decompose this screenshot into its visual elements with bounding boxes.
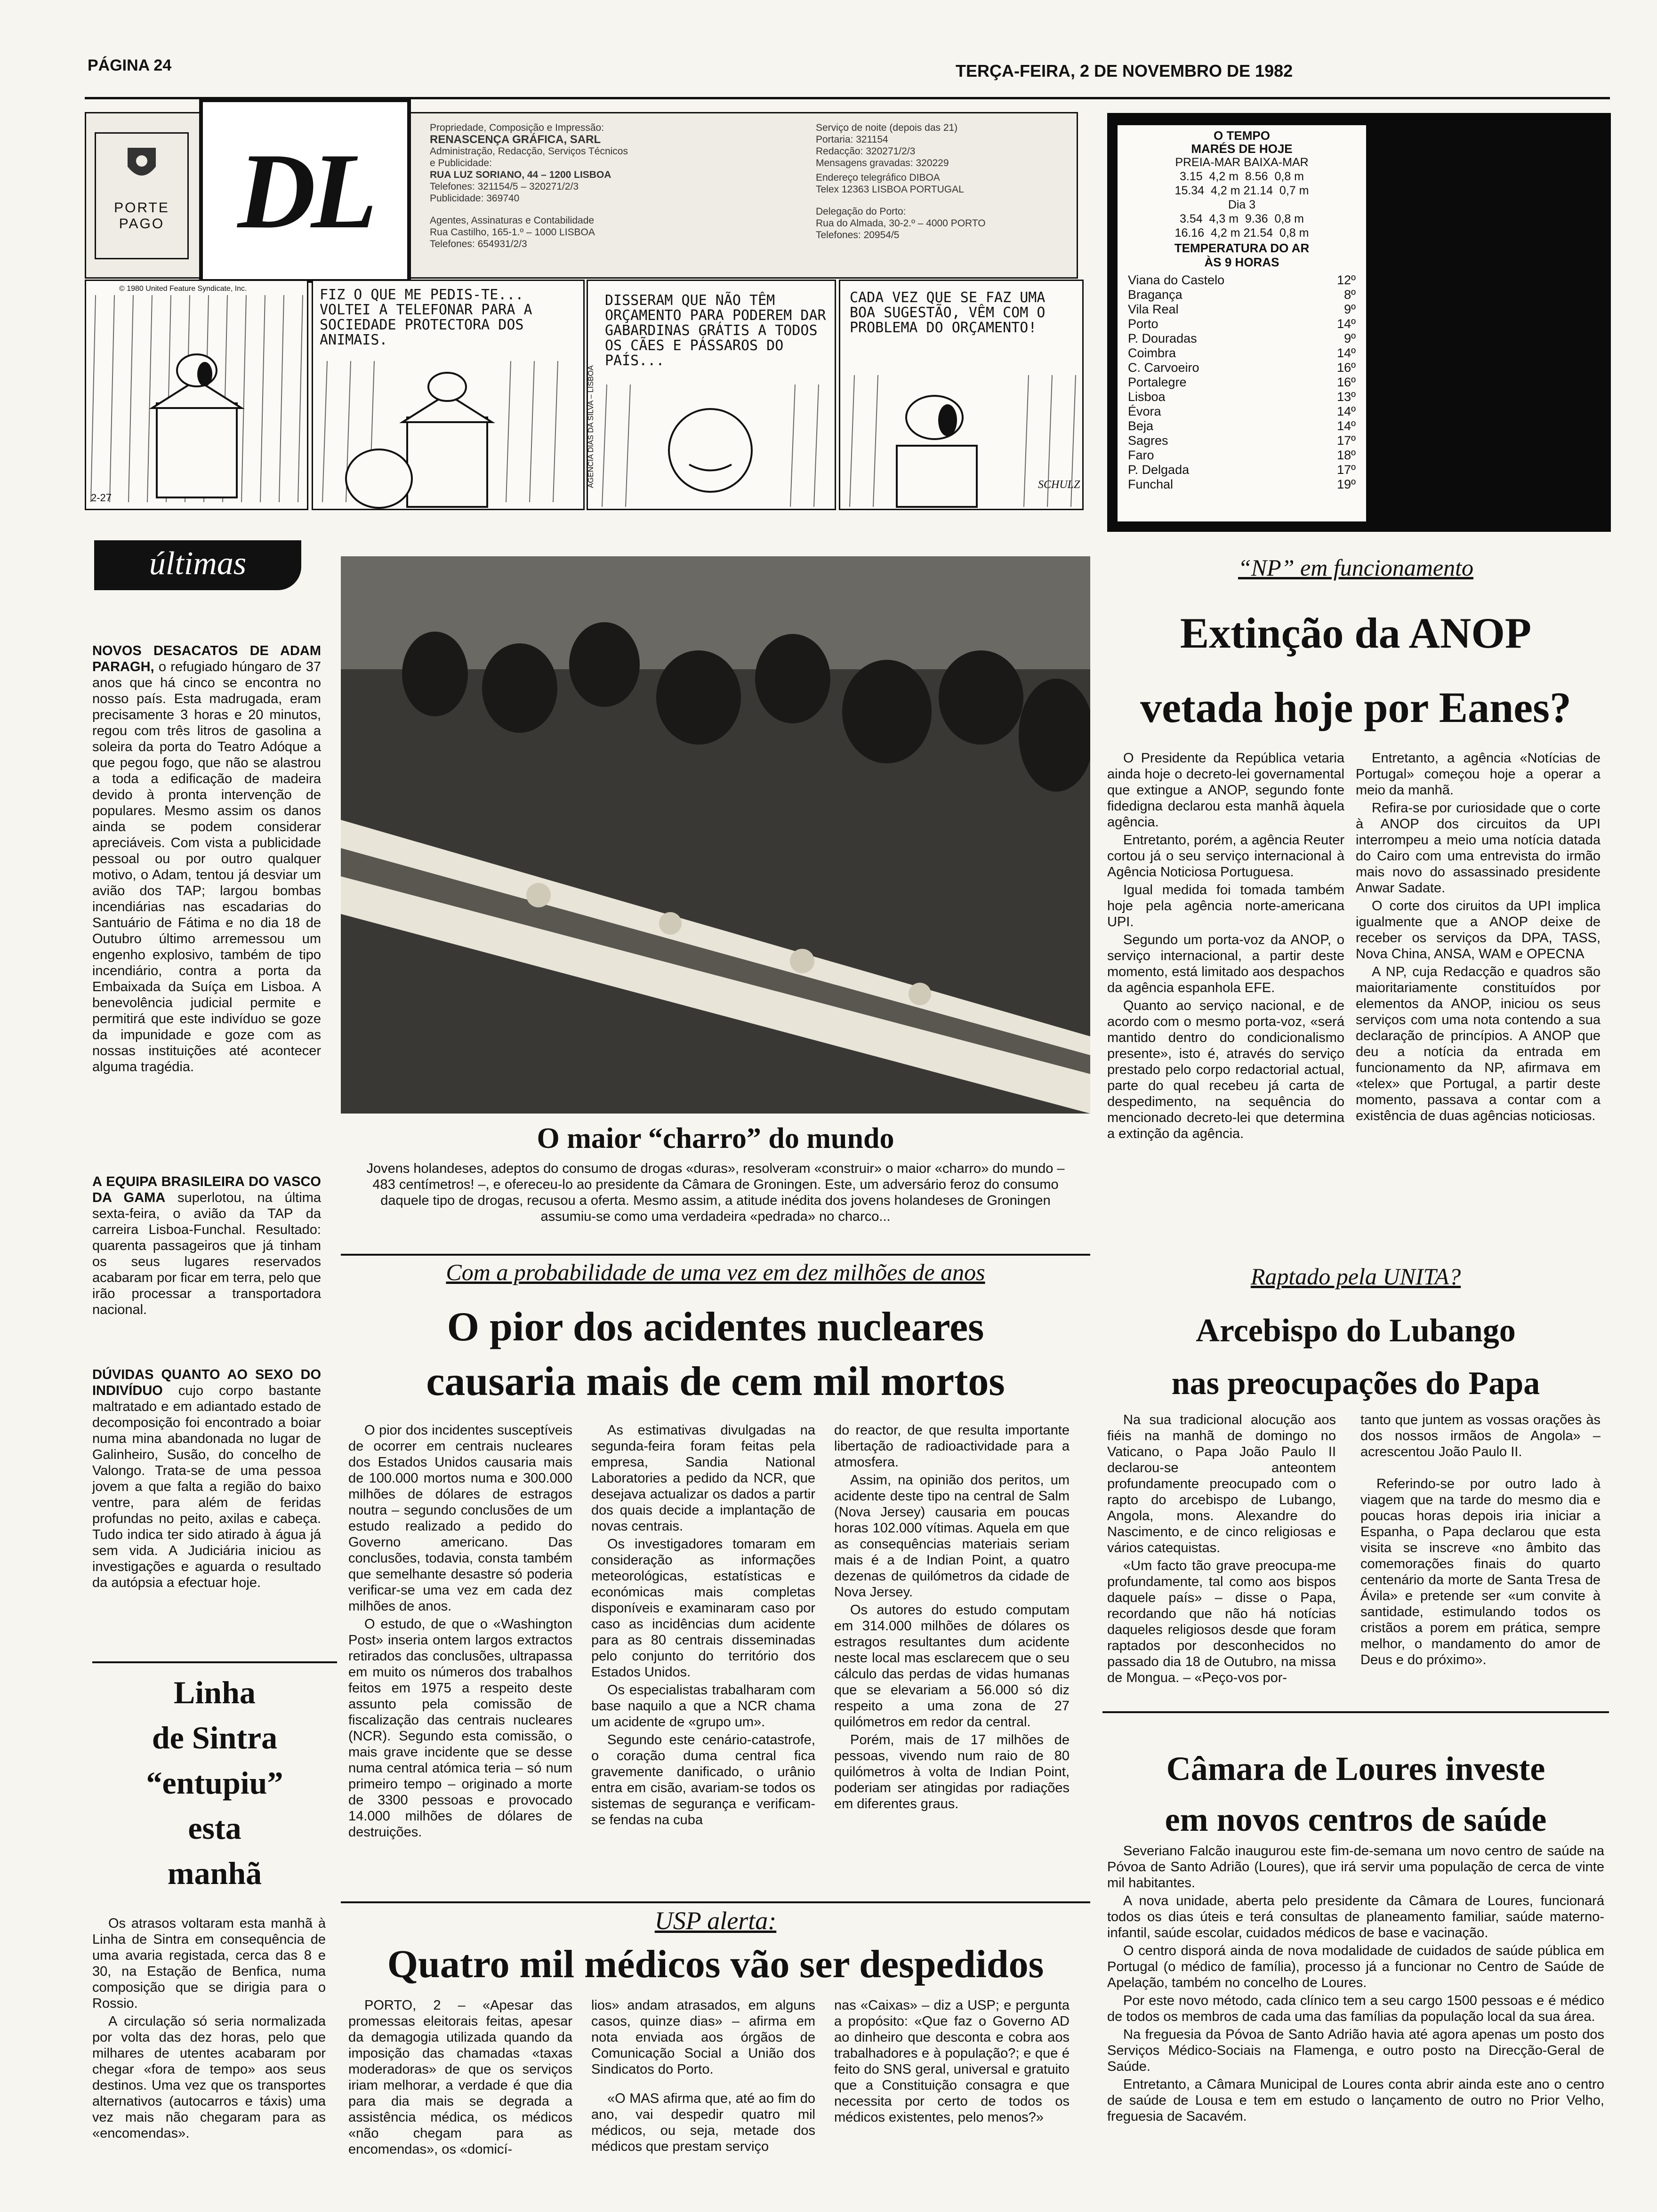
ultimas-lead: DÚVIDAS QUANTO AO SEXO DO INDIVÍDUO [92, 1367, 321, 1398]
loures-headline: Câmara de Loures investe em novos centros de saúde [1165, 1750, 1547, 1838]
lubango-col-2: tanto que juntem as vossas orações às dos nossos irmãos de Angola» – acrescentou João Paulo II. Referindo-se por outro lado à viagem que na tarde do mesmo dia e poucas horas depois iria iniciar a Espanha, o Papa declarou que esta visita se inscreve «no âmbito das comemorações finais do quarto centenário da morte de Santa Tresa de Ávila» e pretende ser «um convite à santidade, estimulando todos os cristãos a porem em prática, sempre melhor, o mandamento do amor de Deus e do próximo». [1360, 1412, 1601, 1667]
porte-label: PORTE [114, 200, 169, 216]
temp-row: Portalegre 16º [1128, 375, 1356, 389]
masthead-ownership: Propriedade, Composição e Impressão: RENASCENÇA GRÁFICA, SARL Administração, Redacção, Serviços Técnicos e Publicidade: RUA LUZ SORIANO, 44 – 1200 LISBOA Telefones: 321154/5 – 320271/2/3 Publicidade: 369740 Agentes, Assinaturas e Contabilidade Rua Castilho, 165-1.º – 1000 LISBOA Telefones: 654931/2/3 [430, 122, 628, 249]
temp-row: P. Delgada 17º [1128, 463, 1356, 477]
temp-row: Coimbra 14º [1128, 346, 1356, 360]
speech-bubble: DISSERAM QUE NÃO TÊM ORÇAMENTO PARA PODEREM DAR GABARDINAS GRÁTIS A TODOS OS CÃES E PÁSSAROS DO PAÍS... [605, 292, 826, 369]
ultimas-text: o refugiado húngaro de 37 anos que há cinco se encontra no nosso país. Esta madrugada, eram precisamente 3 horas e 20 minutos, regou com três litros de gasolina a soleira da porta do Teatro Adóque a que pegou fogo, que não se alastrou a toda a edificação de madeira devido à pronta intervenção de populares. Mesmo assim os danos ainda se podem considerar apreciáveis. Com vista a publicidade pessoal ou por outro qualquer motivo, o Adam, tentou já desviar um avião dos TAP; largou bombas incendiárias nas escadarias do Santuário de Fátima e no dia 18 de Outubro último arremessou um engenho explosivo, também de tipo incendiário, contra a porta da Embaixada da Suíça em Lisboa. A benevolência judicial permite e permitirá que este indivíduo se goze da impunidade e goze com as nossas instituições até acontecer alguma tragédia. [92, 659, 322, 1074]
lubango-headline: Arcebispo do Lubango nas preocupações do Papa [1171, 1313, 1540, 1402]
porte-pago-stamp [95, 132, 189, 259]
comic-panel-1 [85, 280, 308, 510]
comic-signature: SCHULZ [1038, 479, 1080, 491]
comic-agency: AGÊNCIA DIAS DA SILVA – LISBOA [587, 365, 595, 488]
nuclear-kicker: Com a probabilidade de uma vez em dez milhões de anos [446, 1259, 985, 1285]
speech-bubble: CADA VEZ QUE SE FAZ UMA BOA SUGESTÃO, VÊM COM O PROBLEMA DO ORÇAMENTO! [850, 289, 1046, 336]
rain-illustration [588, 385, 835, 509]
charro-headline: O maior “charro” do mundo [537, 1122, 894, 1154]
crowd-photo-illustration [341, 556, 1090, 1114]
loures-rule [1102, 1711, 1609, 1713]
tide-row: Dia 3 [1228, 198, 1256, 211]
rain-illustration [313, 361, 583, 509]
weather-title: O TEMPO [1214, 128, 1270, 143]
nuclear-col-2: As estimativas divulgadas na segunda-feira foram feitas pela empresa, Sandia National Laboratories a pedido da NCR, que desejava actualizar os dados a partir dos quais decide a implantação de novas centrais. Os investigadores tomaram em consideração as informações meteorológicas, estatísticas e económicas mais completas disponíveis e examinaram caso por caso as incidências dum acidente para as 80 centrais disseminadas pelo conjunto do território dos Estados Unidos. Os especialistas trabalharam com base naquilo a que a NCR chama um acidente de «grupo um». Segundo este cenário-catastrofe, o coração duma central fica gravemente danificado, o urânio entra em cisão, avariam-se todos os sistemas de segurança e verificam-se fendas na cuba [591, 1423, 815, 1827]
usp-col-2: lios» andam atrasados, em alguns casos, quinze dias» – afirma em nota enviada aos órgãos de Comunicação Social a União dos Sindicatos do Porto. «O MAS afirma que, até ao fim do ano, vai despedir quatro mil médicos, ou seja, metade dos médicos que prestam serviço [591, 1998, 815, 2154]
lubango-kicker: Raptado pela UNITA? [1250, 1263, 1461, 1290]
ultimas-item-2 [92, 1174, 321, 1318]
ultimas-text: cujo corpo bastante maltratado e em adiantado estado de decomposição foi encontrado a boiar numa mina abandonada no lugar de Galinheiro, Susão, do concelho de Valongo. Trata-se de uma pessoa jovem a que falta a região do baixo ventre, para além de feridas profundas no peito, axilas e cabeça. Tudo indica ter sido atirado à água já sem vida. A Judiciária iniciou as investigações e aguarda o resultado da autópsia a efectuar hoje. [92, 1383, 321, 1590]
temp-title: TEMPERATURA DO AR [1174, 241, 1310, 255]
anop-headline: Extinção da ANOP vetada hoje por Eanes? [1140, 609, 1571, 731]
comic-panel-3 [587, 280, 836, 510]
temp-row: Funchal 19º [1128, 477, 1356, 491]
crest-icon [123, 143, 161, 185]
tide-row: 3.15 4,2 m 8.56 0,8 m [1179, 170, 1304, 183]
speech-bubble: FIZ O QUE ME PEDIS-TE... VOLTEI A TELEFONAR PARA A SOCIEDADE PROTECTORA DOS ANIMAIS. [320, 287, 532, 348]
ultimas-banner [94, 540, 301, 590]
charro-caption: Jovens holandeses, adeptos do consumo de drogas «duras», resolveram «construir» o maior «charro» do mundo – 483 centímetros! –, e ofereceu-lo ao presidente da Câmara de Groningen. Este, um adversário feroz do consumo daquele tipo de drogas, recusou a oferta. Mesmo assim, a atitude inédita dos jovens holandeses de Groningen assumiu-se como uma verdadeira «pedrada» no charco... [366, 1161, 1065, 1224]
charlie-figure [669, 409, 752, 492]
ultimas-label: últimas [149, 545, 247, 582]
comic-date-code: 2-27 [91, 492, 112, 504]
anop-col-2: Entretanto, a agência «Notícias de Portugal» começou hoje a operar a meio da manhã. Refira-se por curiosidade que o corte à ANOP dos circuitos da UPI interrompeu a meio uma notícia datada do Cairo com uma entrevista do irmão mais novo do assassinado presidente Anwar Sadate. O corte dos ciruitos da UPI implica igualmente que a ANOP deixe de receber os serviços da DPA, TASS, Nova China, ANSA, WAM e OPECNA A NP, cuja Redacção e quadros são maioritariamente constituídos por elementos da ANOP, iniciou os seus serviços com uma nota contendo a sua declaração de princípios. A ANOP que deu a notícia da entrada em funcionamento da NP, afirmava em «telex» que Portugal, a partir deste momento, passava a contar com a existência de duas agências noticiosas. [1356, 751, 1601, 1123]
tide-row: 15.34 4,2 m 21.14 0,7 m [1174, 184, 1309, 197]
temp-row: Évora 14º [1128, 404, 1356, 418]
lubango-col-1: Na sua tradicional alocução aos fiéis na manhã de domingo no Vaticano, o Papa João Paulo II declarou-se anteontem profundamente preocupado com o rapto do arcebispo de Lubango, Angola, mons. Alexandre do Nascimento, e de cinco religiosas e vários catequistas. «Um facto tão grave preocupa-me profundamente, tal como aos bispos daquele país» – disse o Papa, recordando que não há notícias daqueles religiosos desde que foram raptados por desconhecidos no passado dia 18 de Outubro, na missa de Mongua. – «Peço-vos por- [1107, 1412, 1336, 1685]
masthead-services: Serviço de noite (depois das 21) Portaria: 321154 Redacção: 320271/2/3 Mensagens gravadas: 320229 Endereço telegráfico DIBOA Telex 12363 LISBOA PORTUGAL Delegação do Porto: Rua do Almada, 30-2.º – 4000 PORTO Telefones: 20954/5 [816, 122, 986, 240]
tide-header: PREIA-MAR BAIXA-MAR [1175, 156, 1309, 169]
pago-label: PAGO [119, 216, 165, 232]
tide-title: MARÉS DE HOJE [1191, 142, 1293, 156]
ultimas-lead: A EQUIPA BRASILEIRA DO VASCO DA GAMA [92, 1174, 321, 1205]
ultimas-item-1 [92, 643, 321, 1075]
nuclear-col-3: do reactor, de que resulta importante libertação de radioactividade para a atmosfera. Assim, na opinião dos peritos, um acidente deste tipo na central de Salm (Nova Jersey) causaria em poucas horas 102.000 vítimas. Aquela em que as consequências materiais seriam mais é a de Indian Point, a quatro dezenas de quilómetros da cidade de Nova Jersey. Os autores do estudo computam em 314.000 milhões de dólares os estragos resultantes dum acidente neste local mas esclarecem que o seu cálculo das perdas de vidas humanas que se elevariam a 56.000 só diz respeito a uma zona de 27 quilómetros em redor da central. Porém, mais de 17 milhões de pessoas, vivendo num raio de 80 quilómetros à volta de Indian Point, poderiam ser atingidas por radiações em diferentes graus. [834, 1423, 1070, 1811]
weather-block [1107, 113, 1611, 532]
nuclear-rule [341, 1254, 1090, 1256]
usp-headline: Quatro mil médicos vão ser despedidos [387, 1942, 1044, 1986]
temp-row: Sagres 17º [1128, 433, 1356, 448]
temp-row: P. Douradas 9º [1128, 331, 1356, 345]
usp-col-3: nas «Caixas» – diz a USP; e pergunta a propósito: «Que faz o Governo AD ao dinheiro que desconta e cobra aos trabalhadores e à população?; e que é feito do SNS geral, universal e gratuito que a Constituição consagra e que necessita por certo de todos os médicos existentes, pelo menos?» [834, 1998, 1070, 2125]
anop-col-1: O Presidente da República vetaria ainda hoje o decreto-lei governamental que extingue a ANOP, segundo fonte fidedigna declarou esta manhã àquela agência. Entretanto, porém, a agência Reuter cortou já o seu serviço internacional à Agência Noticiosa Portuguesa. Igual medida foi tomada também hoje pela agência norte-americana UPI. Segundo um porta-voz da ANOP, o serviço internacional, a partir deste momento, está limitado aos despachos da agência espanhola EFE. Quanto ao serviço nacional, e de acordo com o mesmo porta-voz, «será mantido dentro do condicionalismo presente», isto é, através do serviço prestado pelo corpo redactorial actual, parte do qual recebeu já carta de despedimento, na sequência do mencionado decreto-lei que determina a extinção da agência. [1107, 751, 1344, 1141]
nuclear-col-1: O pior dos incidentes susceptíveis de ocorrer em centrais nucleares dos Estados Unidos causaria mais de 100.000 mortos numa e 300.000 milhões de dólares de estragos noutra – segundo conclusões de um estudo realizado a pedido do Governo americano. Das conclusões, todavia, consta também que semelhante desastre só poderia verificar-se uma vez em cada dez milhões de anos. O estudo, de que o «Washington Post» inseria ontem largos extractos retirados das conclusões, ultrapassa em muito os números dos trabalhos feitos em 1975 a respeito deste assunto pela comissão de fiscalização das centrais nucleares (NCR). Segundo esta comissão, o mais grave incidente que se desse numa central atómica teria – só num primeiro tempo – originado a morte de 3300 pessoas e provocado 14.000 milhões de dólares de destruições. [348, 1423, 572, 1840]
temp-row: Faro 18º [1128, 448, 1356, 462]
temp-row: Lisboa 13º [1128, 390, 1356, 404]
comic-copyright: © 1980 United Feature Syndicate, Inc. [119, 285, 247, 293]
anop-kicker: “NP” em funcionamento [1238, 554, 1473, 581]
ultimas-text: superlotou, na última sexta-feira, o avião da TAP da carreira Lisboa-Funchal. Resultado: quarenta passageiros que já tinham os seus lugares reservados acabaram por ficar em terra, pelo que irão processar a transportadora nacional. [92, 1190, 321, 1317]
comic-panel-4 [839, 280, 1084, 510]
temp-row: Viana do Castelo 12º [1128, 273, 1356, 287]
charro-photo [341, 556, 1090, 1114]
temp-row: Porto 14º [1128, 317, 1356, 331]
rain-illustration [86, 295, 307, 509]
dl-logo: DL [237, 130, 373, 251]
sintra-headline: Linha de Sintra “entupiu” esta manhã [146, 1675, 283, 1891]
comic-panel-2 [312, 280, 585, 510]
usp-rule [341, 1901, 1090, 1903]
weather-box [1118, 125, 1366, 521]
dl-logo-box [199, 98, 411, 283]
charlie-figure [346, 449, 412, 508]
ultimas-item-3 [92, 1367, 321, 1591]
temp-row: Bragança 8º [1128, 288, 1356, 302]
usp-col-1: PORTO, 2 – «Apesar das promessas eleitorais feitas, apesar da demagogia utilizada quando da imposição das chamadas «taxas moderadoras» de que os serviços iriam melhorar, a verdade é que dia para dia mais se degrada a assistência médica, os médicos «não chegam para as encomendas», os «domicí- [348, 1998, 572, 2157]
masthead [85, 112, 1078, 279]
usp-kicker: USP alerta: [654, 1907, 777, 1935]
page-number: PÁGINA 24 [88, 56, 172, 74]
temp-row: Beja 14º [1128, 419, 1356, 433]
temp-subtitle: ÀS 9 HORAS [1204, 255, 1279, 269]
sintra-rule [92, 1661, 337, 1663]
temp-row: C. Carvoeiro 16º [1128, 361, 1356, 375]
loures-body: Severiano Falcão inaugurou este fim-de-semana um novo centro de saúde na Póvoa de Santo Adrião (Loures), que irá servir uma população de cerca de vinte mil habitantes. A nova unidade, aberta pelo presidente da Câmara de Loures, funcionará todos os dias úteis e terá consultas de planeamento familiar, saúde materno-infantil, saúde escolar, cuidados médicos de base e vacinação. O centro disporá ainda de nova modalidade de cuidados de saúde pública em Portugal (o médico de família), processo já a funcionar no Centro de Saúde de Apelação, também no concelho de Loures. Por este novo método, cada clínico tem a seu cargo 1500 pessoas e é médico de todos os membros de cada uma das famílias da população local da sua área. Na freguesia da Póvoa de Santo Adrião havia até agora apenas um posto dos Serviços Médico-Sociais na Flamenga, e outro posto na Direcção-Geral de Saúde. Entretanto, a Câmara Municipal de Loures conta abrir ainda este ano o centro de saúde de Lousa e tem em estudo o lançamento de outro no Prior Velho, freguesia de Sacavém. [1107, 1843, 1604, 2124]
nuclear-headline: O pior dos acidentes nucleares causaria mais de cem mil mortos [426, 1304, 1005, 1404]
ultimas-lead: NOVOS DESACATOS DE ADAM PARAGH, [92, 643, 321, 674]
tide-row: 16.16 4,2 m 21.54 0,8 m [1174, 226, 1309, 240]
sintra-body: Os atrasos voltaram esta manhã à Linha de Sintra em consequência de uma avaria registada, cerca das 8 e 30, na Estação de Benfica, numa composição que se dirigia para o Rossio. A circulação só seria normalizada por volta das dez horas, pelo que milhares de utentes acabaram por chegar «fora de tempo» aos seus destinos. Uma vez que os transportes alternativos (autocarros e táxis) uma vez mais não chegaram para as «encomendas». [92, 1916, 326, 2141]
doghouse [157, 403, 237, 497]
page-date: TERÇA-FEIRA, 2 DE NOVEMBRO DE 1982 [956, 61, 1293, 80]
temp-row: Vila Real 9º [1128, 302, 1356, 316]
tide-row: 3.54 4,3 m 9.36 0,8 m [1179, 212, 1304, 225]
